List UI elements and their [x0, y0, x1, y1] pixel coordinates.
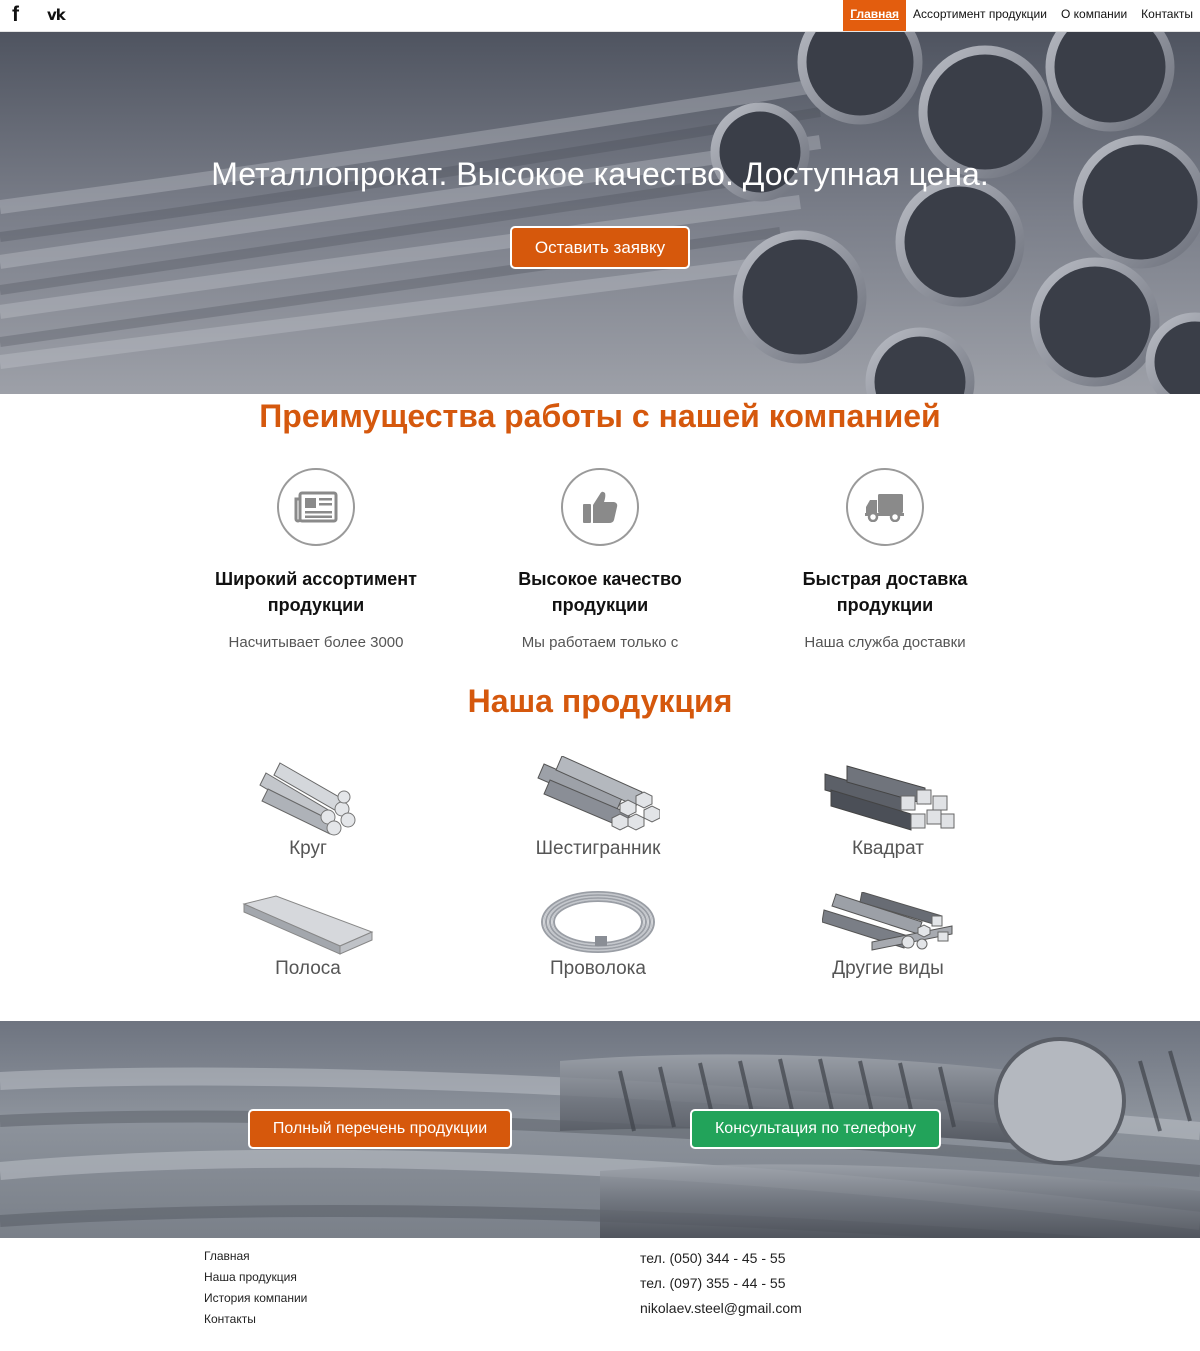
phone-consultation-button[interactable]: Консультация по телефону	[690, 1109, 941, 1149]
product-label: Квадрат	[851, 838, 925, 859]
footer-link-home[interactable]: Главная	[204, 1249, 250, 1263]
advantage-quality	[480, 468, 720, 651]
leave-request-button[interactable]: Оставить заявку	[510, 226, 690, 269]
footer-contacts	[640, 1250, 802, 1325]
advantage-icon-circle	[846, 468, 924, 546]
product-wire[interactable]	[478, 876, 718, 980]
cta-band	[0, 1021, 1200, 1238]
advantage-icon-circle	[561, 468, 639, 546]
product-label: Другие виды	[832, 958, 944, 979]
top-navbar	[0, 0, 1200, 32]
phone-1: тел. (050) 344 - 45 - 55	[640, 1250, 786, 1266]
facebook-icon[interactable]: f	[12, 3, 19, 26]
nav-about[interactable]: О компании	[1060, 7, 1128, 21]
main-nav	[843, 0, 1200, 31]
product-label: Полоса	[275, 958, 341, 979]
advantage-text: Наша служба доставки	[804, 634, 966, 651]
footer-link-products[interactable]: Наша продукция	[204, 1270, 297, 1284]
nav-contacts[interactable]: Контакты	[1141, 7, 1193, 21]
advantages-title: Преимущества работы с нашей компанией	[259, 398, 941, 434]
advantage-assortment	[196, 468, 436, 651]
hero-banner	[0, 32, 1200, 394]
product-square[interactable]	[768, 756, 1008, 860]
product-label: Круг	[289, 838, 327, 859]
footer-link-contacts[interactable]: Контакты	[204, 1312, 256, 1326]
products-title: Наша продукция	[467, 683, 733, 719]
hex-bar-icon	[536, 756, 660, 836]
footer-links	[204, 1249, 307, 1333]
footer-link-history[interactable]: История компании	[204, 1291, 308, 1305]
pipes-background-image	[0, 32, 1200, 394]
product-hexagon[interactable]	[478, 756, 718, 860]
nav-assortment[interactable]: Ассортимент продукции	[913, 7, 1047, 21]
full-product-list-button[interactable]: Полный перечень продукции	[248, 1109, 512, 1149]
advantage-delivery	[765, 468, 1005, 651]
flat-bar-icon	[242, 894, 374, 956]
wire-coil-icon	[539, 888, 657, 956]
rebar-background-image	[0, 1021, 1200, 1238]
truck-icon	[865, 492, 905, 522]
advantage-icon-circle	[277, 468, 355, 546]
vk-icon[interactable]: vk	[47, 6, 65, 24]
hero-title: Металлопрокат. Высокое качество. Доступная цена.	[211, 156, 989, 192]
advantage-text: Мы работаем только с	[521, 634, 679, 651]
product-label: Шестигранник	[535, 838, 661, 859]
product-other[interactable]	[768, 876, 1008, 980]
phone-2: тел. (097) 355 - 44 - 55	[640, 1275, 786, 1291]
round-bar-icon	[258, 761, 358, 836]
newspaper-icon	[294, 491, 338, 523]
nav-home[interactable]: Главная	[843, 0, 906, 31]
thumbs-up-icon	[582, 490, 618, 524]
advantage-title: Высокое качество продукции	[518, 569, 682, 615]
advantage-title: Быстрая доставка продукции	[802, 569, 968, 615]
advantage-title: Широкий ассортимент продукции	[215, 569, 417, 615]
product-round[interactable]	[188, 756, 428, 860]
product-label: Проволока	[550, 958, 646, 979]
advantage-text: Насчитывает более 3000	[228, 634, 404, 651]
square-bar-icon	[821, 764, 955, 836]
product-strip[interactable]	[188, 876, 428, 980]
mixed-bars-icon	[822, 892, 954, 956]
email[interactable]: nikolaev.steel@gmail.com	[640, 1300, 802, 1316]
